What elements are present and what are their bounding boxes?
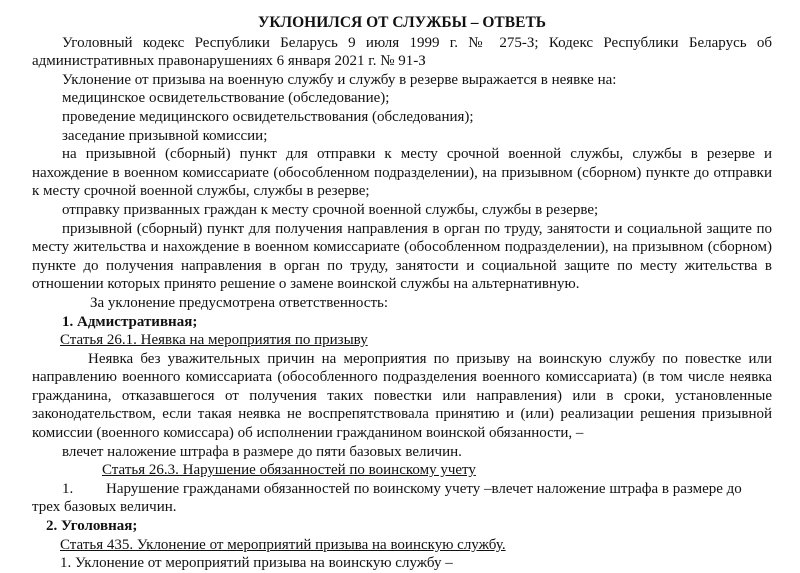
section-administrative-heading: 1. Адмистративная;: [62, 313, 198, 330]
article-26-1-penalty: влечет наложение штрафа в размере до пяти базовых величин.: [62, 443, 462, 460]
list-item-assembly-point: на призывной (сборный) пункт для отправки к месту срочной военной службы, службы в резерве и нахождение в военном комиссариате (обособленном подразделении), на призывном (сборном) пункте до отправки к месту срочной военной службы, службы в резерве;: [32, 146, 772, 200]
list-item-medical-exam: проведение медицинского освидетельствования (обследования);: [62, 108, 474, 125]
article-435-text: 1. Уклонение от мероприятий призыва на воинскую службу –: [60, 555, 453, 572]
article-26-1-text: Неявка без уважительных причин на мероприятия по призыву на воинскую службу по повестке или направлению военного комиссариата (обособленного подразделения военного комиссариата) (в том числе неявка гражданина, отказавшегося от получения таких повестки или направления) или в сроки, установленные законодательством, если такая неявка не воспрепятствовала принятию и (или) реализации решения призывной комиссии (военного комиссара) об исполнении гражданином воинской обязанности, –: [32, 350, 772, 442]
responsibility-paragraph: За уклонение предусмотрена ответственность:: [90, 294, 389, 311]
article-26-3-item-number: 1.: [62, 480, 74, 497]
document-title: УКЛОНИЛСЯ ОТ СЛУЖБЫ – ОТВЕТЬ: [257, 14, 547, 31]
list-item-commission: заседание призывной комиссии;: [62, 127, 268, 144]
section-criminal-heading: 2. Уголовная;: [46, 518, 138, 535]
article-26-3-item-text: Нарушение гражданами обязанностей по воинскому учету –влечет наложение штрафа в размере до трех базовых величин.: [32, 480, 742, 516]
article-26-3-title: Статья 26.3. Нарушение обязанностей по воинскому учету: [102, 462, 476, 479]
list-item-dispatch: отправку призванных граждан к месту срочной военной службы, службы в резерве;: [62, 201, 599, 218]
article-26-1-title: Статья 26.1. Неявка на мероприятия по призыву: [60, 332, 368, 349]
article-435-title: Статья 435. Уклонение от мероприятий призыва на воинскую службу.: [60, 536, 506, 553]
article-26-3-item: [32, 480, 772, 517]
intro-paragraph: Уклонение от призыва на военную службу и службу в резерве выражается в неявке на:: [62, 71, 617, 88]
list-item-medical: медицинское освидетельствование (обследование);: [62, 90, 390, 107]
document-page: [32, 14, 772, 573]
sources-paragraph: Уголовный кодекс Республики Беларусь 9 июля 1999 г. № 275-З; Кодекс Республики Беларусь об административных правонарушениях 6 января 2021 г. № 91-З: [32, 34, 772, 70]
list-item-alternative: призывной (сборный) пункт для получения направления в орган по труду, занятости и социальной защите по месту жительства и нахождение в военном комиссариате (обособленном подразделении), на призывном (сборном) пункте до получения направления в орган по труду, занятости и социальной защите по месту жительства в отношении которых принято решение о замене воинской службы на альтернативную.: [32, 220, 772, 293]
